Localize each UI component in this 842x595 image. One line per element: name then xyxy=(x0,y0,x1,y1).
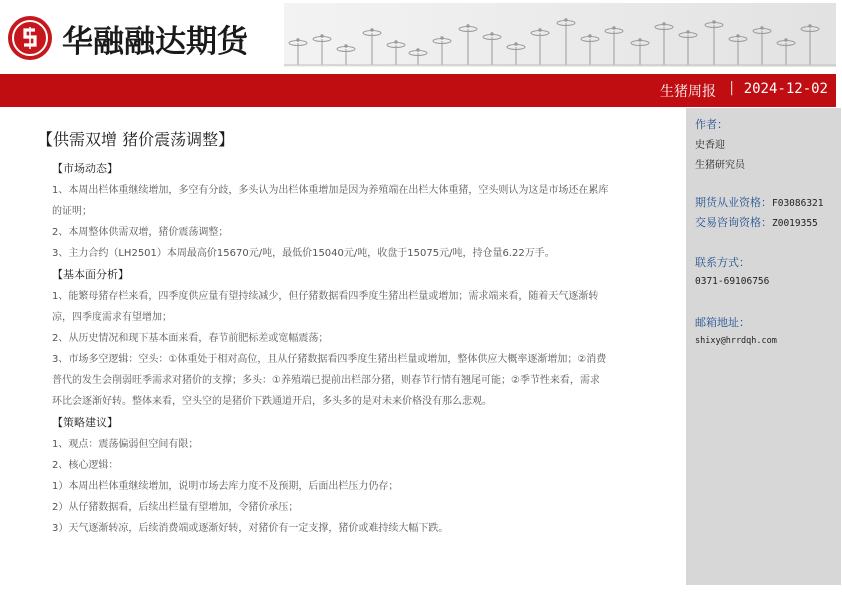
header-separator: | xyxy=(729,80,734,96)
paragraph: 1、能繁母猪存栏来看，四季度供应量有望持续减少，但仔猪数据看四季度生猪出栏量或增加；需求端来看，随着天气逐渐转 xyxy=(52,291,599,302)
paragraph: 的证明； xyxy=(52,206,92,217)
street-lamps-illustration xyxy=(284,3,836,67)
paragraph: 环比会逐渐好转。整体来看，空头空的是猪价下跌通道开启，多头多的是对未来价格没有那么悲观。 xyxy=(52,396,492,407)
email-label: 邮箱地址： xyxy=(695,316,750,329)
consult-row xyxy=(695,214,818,230)
paragraph: 3）天气逐渐转凉，后续消费端或逐渐好转，对猪价有一定支撑，猪价或难持续大幅下跌。 xyxy=(52,523,449,534)
paragraph: 2、核心逻辑： xyxy=(52,460,119,471)
section-fundamental-analysis xyxy=(52,264,684,412)
author-sidebar xyxy=(686,108,841,585)
paragraph: 2、从历史情况和现下基本面来看，春节前肥标差或宽幅震荡； xyxy=(52,333,329,344)
section-title: 【市场动态】 xyxy=(52,162,118,175)
brand-logo xyxy=(8,13,248,63)
report-body xyxy=(52,158,684,539)
section-title: 【策略建议】 xyxy=(52,416,118,429)
brand-name: 华融融达期货 xyxy=(62,23,248,60)
author-label: 作者： xyxy=(695,118,728,131)
paragraph: 1、本周出栏体重继续增加，多空有分歧，多头认为出栏体重增加是因为养殖端在出栏大体重猪，空头则认为这是市场还在累库 xyxy=(52,185,609,196)
section-strategy xyxy=(52,412,684,539)
license-row xyxy=(695,194,823,210)
report-date: 2024-12-02 xyxy=(743,81,828,97)
paragraph: 凉，四季度需求有望增加； xyxy=(52,312,172,323)
consult-label: 交易咨询资格： xyxy=(695,216,772,229)
phone-label: 联系方式： xyxy=(695,256,750,269)
section-title: 【基本面分析】 xyxy=(52,268,129,281)
header-banner-image xyxy=(284,3,836,67)
page-title: 【供需双增 猪价震荡调整】 xyxy=(37,130,235,149)
license-label: 期货从业资格： xyxy=(695,196,772,209)
paragraph: 普代的发生会削弱旺季需求对猪价的支撑；多头：①养殖端已提前出栏部分猪，则春节行情有翘尾可能；②季节性来看，需求 xyxy=(52,375,600,386)
email-link[interactable]: shixy@hrrdqh.com xyxy=(695,336,777,346)
license-value: F03086321 xyxy=(772,198,824,209)
paragraph: 3、主力合约（LH2501）本周最高价15670元/吨，最低价15040元/吨，收盘于15075元/吨，持仓量6.22万手。 xyxy=(52,248,555,259)
author-name: 史香迎 xyxy=(695,140,725,151)
phone-value: 0371-69106756 xyxy=(695,276,770,287)
header-bar xyxy=(0,74,836,107)
paragraph: 1、观点：震荡偏弱但空间有限； xyxy=(52,439,199,450)
author-title: 生猪研究员 xyxy=(695,160,745,171)
paragraph: 2）从仔猪数据看，后续出栏量有望增加，令猪价承压； xyxy=(52,502,299,513)
paragraph: 1）本周出栏体重继续增加，说明市场去库力度不及预期，后面出栏压力仍存； xyxy=(52,481,399,492)
hrrd-logo-icon xyxy=(8,16,52,60)
paragraph: 3、市场多空逻辑：空头：①体重处于相对高位，且从仔猪数据看四季度生猪出栏量或增加，整体供应大概率逐渐增加；②消费 xyxy=(52,354,607,365)
section-market-dynamics xyxy=(52,158,684,264)
consult-value: Z0019355 xyxy=(772,218,818,229)
paragraph: 2、本周整体供需双增，猪价震荡调整； xyxy=(52,227,229,238)
report-type: 生猪周报 xyxy=(660,84,716,100)
